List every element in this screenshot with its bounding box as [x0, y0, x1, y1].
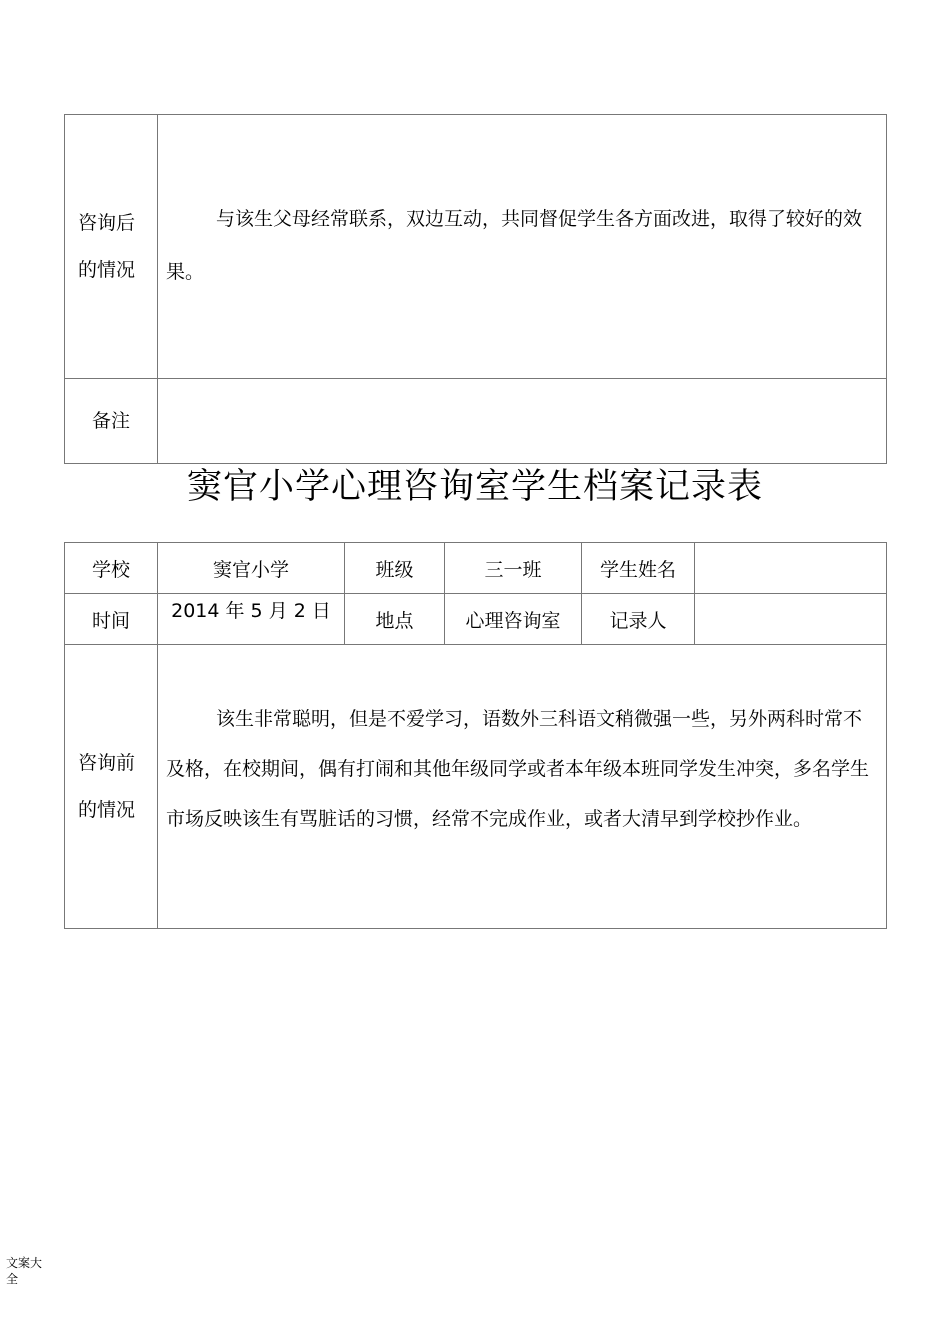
time-value: 2014 年 5 月 2 日	[158, 594, 345, 645]
class-label: 班级	[345, 543, 445, 594]
place-value: 心理咨询室	[445, 594, 582, 645]
page-title: 窦官小学心理咨询室学生档案记录表	[186, 467, 763, 507]
followup-content: 与该生父母经常联系，双边互动，共同督促学生各方面改进，取得了较好的效果。	[166, 208, 863, 283]
followup-label-cell	[65, 115, 158, 379]
before-label: 咨询前的情况	[78, 751, 136, 821]
followup-table	[64, 114, 887, 464]
followup-label: 咨询后的情况	[78, 211, 136, 281]
time-label: 时间	[65, 594, 158, 645]
footer-watermark: 文案大全	[6, 1256, 43, 1286]
student-name-label: 学生姓名	[582, 543, 695, 594]
recorder-value	[695, 594, 887, 645]
followup-content-cell	[158, 115, 887, 379]
remarks-label: 备注	[65, 379, 158, 464]
recorder-label: 记录人	[582, 594, 695, 645]
before-content-cell	[158, 645, 887, 929]
remarks-content	[158, 379, 887, 464]
school-value: 窦官小学	[158, 543, 345, 594]
before-label-cell	[65, 645, 158, 929]
school-label: 学校	[65, 543, 158, 594]
place-label: 地点	[345, 594, 445, 645]
record-table	[64, 542, 887, 929]
before-content: 该生非常聪明，但是不爱学习，语数外三科语文稍微强一些，另外两科时常不及格，在校期间，偶有打闹和其他年级同学或者本年级本班同学发生冲突，多名学生市场反映该生有骂脏话的习惯，经常不完成作业，或者大清早到学校抄作业。	[166, 708, 870, 830]
student-name-value	[695, 543, 887, 594]
class-value: 三一班	[445, 543, 582, 594]
